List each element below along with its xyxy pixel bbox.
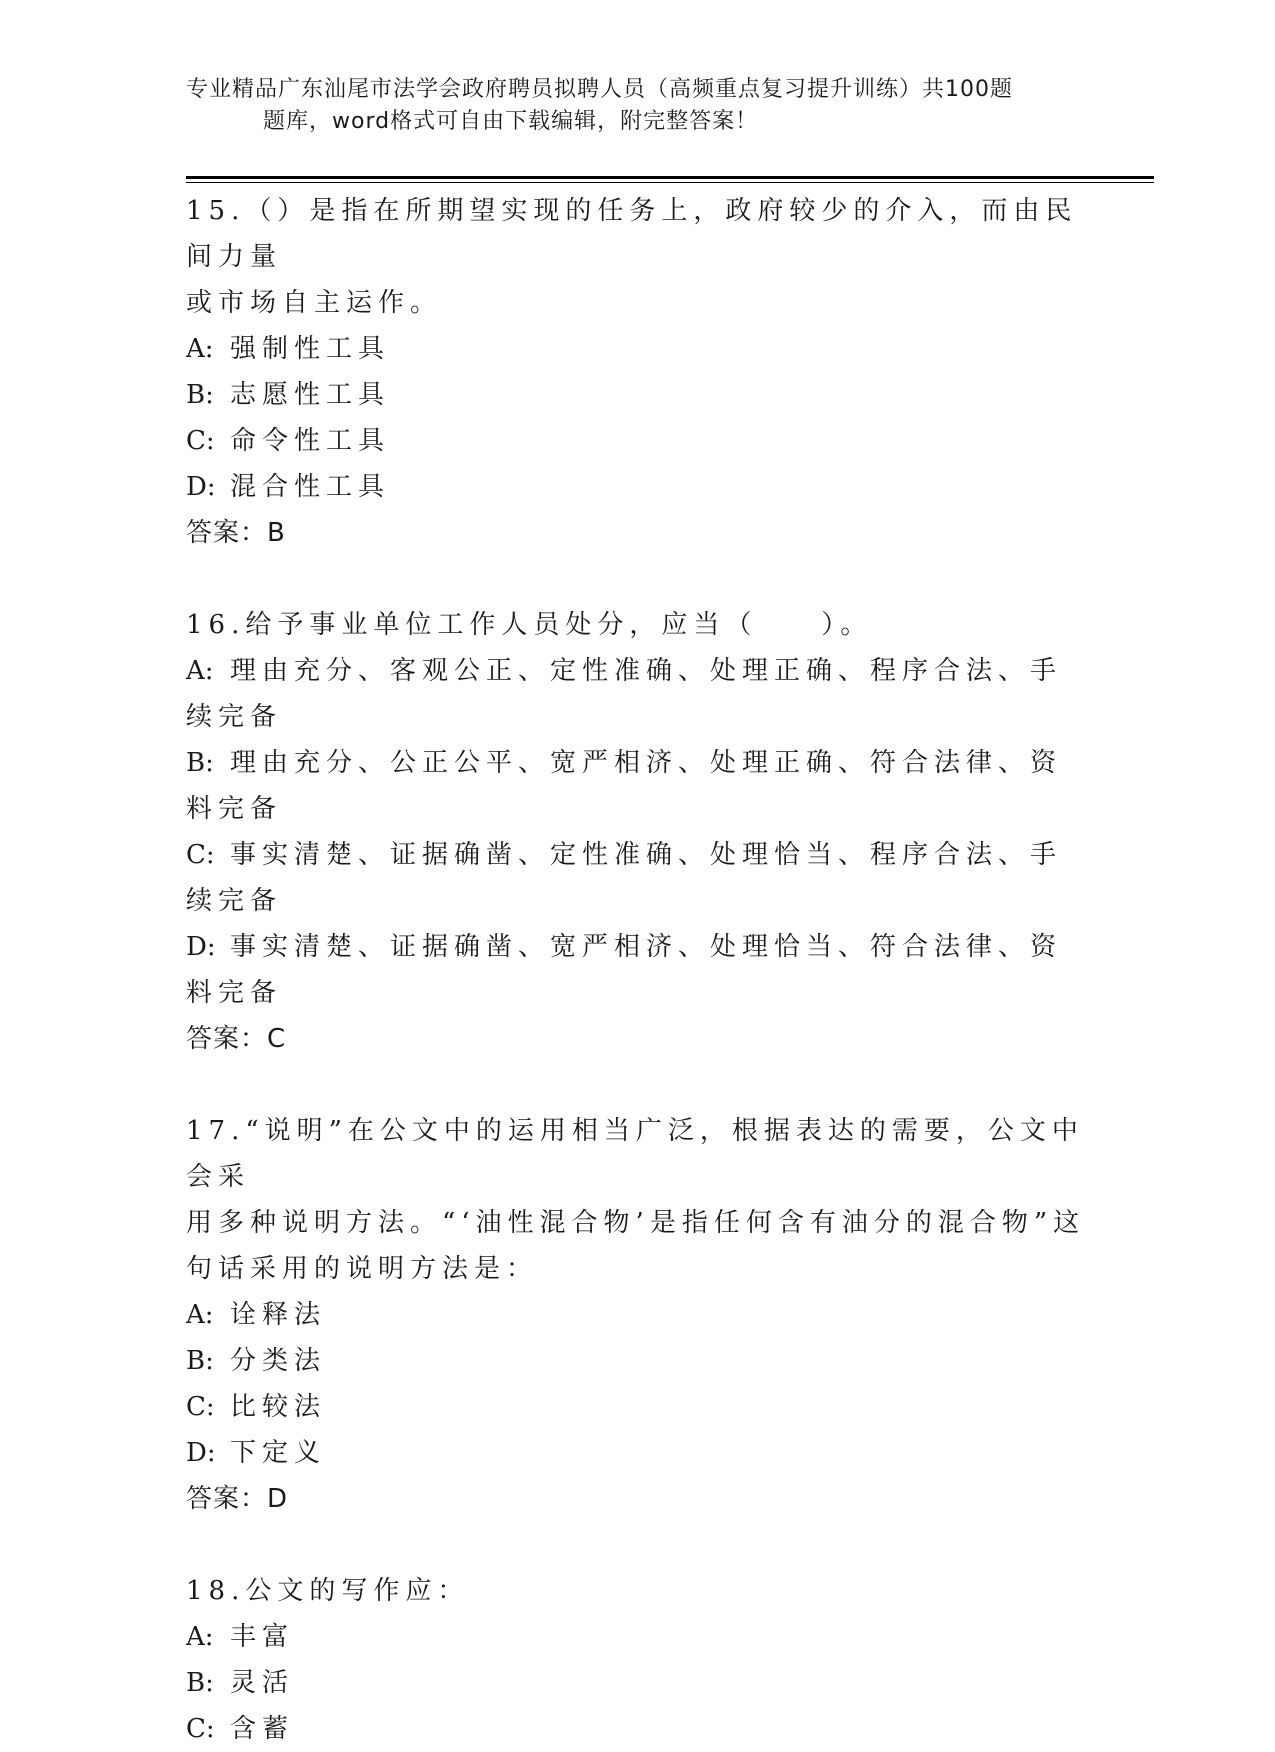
option-text: 混合性工具 bbox=[230, 472, 391, 502]
option-a bbox=[186, 648, 1086, 740]
option-letter: D: bbox=[186, 472, 216, 502]
option-d bbox=[186, 1430, 1086, 1476]
option-text: 诠释法 bbox=[230, 1300, 327, 1330]
option-letter: B: bbox=[186, 380, 214, 410]
document-header bbox=[186, 74, 1086, 138]
option-text: 分类法 bbox=[230, 1346, 327, 1376]
option-a bbox=[186, 1614, 1086, 1660]
header-title-line-2: 题库，word格式可自由下载编辑，附完整答案！ bbox=[263, 109, 759, 134]
option-text: 理由充分、公正公平、宽严相济、处理正确、符合法律、资料完备 bbox=[186, 748, 1063, 824]
option-text: 强制性工具 bbox=[230, 334, 391, 364]
header-title-line-1: 专业精品广东汕尾市法学会政府聘员拟聘人员（高频重点复习提升训练）共100题 bbox=[186, 77, 1013, 102]
option-letter: B: bbox=[186, 1668, 214, 1698]
option-c bbox=[186, 832, 1086, 924]
question-item bbox=[186, 1568, 1086, 1752]
header-divider-thick bbox=[186, 176, 1154, 179]
answer-line: 答案：C bbox=[186, 1024, 287, 1054]
question-stem: 15.（）是指在所期望实现的任务上，政府较少的介入，而由民间力量 bbox=[186, 196, 1078, 272]
option-b bbox=[186, 372, 1086, 418]
header-divider-thin bbox=[186, 182, 1154, 183]
option-letter: A: bbox=[186, 656, 214, 686]
option-text: 丰富 bbox=[230, 1622, 295, 1652]
option-c bbox=[186, 1706, 1086, 1752]
answer-line: 答案：B bbox=[186, 518, 286, 548]
option-letter: A: bbox=[186, 334, 214, 364]
option-letter: B: bbox=[186, 1346, 214, 1376]
option-text: 含蓄 bbox=[230, 1714, 295, 1744]
option-letter: A: bbox=[186, 1300, 214, 1330]
question-stem: 18.公文的写作应： bbox=[186, 1576, 470, 1606]
option-a bbox=[186, 1292, 1086, 1338]
option-letter: C: bbox=[186, 840, 215, 870]
question-stem: 句话采用的说明方法是： bbox=[186, 1254, 539, 1284]
question-list bbox=[186, 188, 1086, 1752]
option-c bbox=[186, 418, 1086, 464]
option-b bbox=[186, 1338, 1086, 1384]
question-spacer bbox=[186, 1062, 1086, 1108]
option-c bbox=[186, 1384, 1086, 1430]
option-text: 志愿性工具 bbox=[230, 380, 391, 410]
question-spacer bbox=[186, 556, 1086, 602]
option-text: 灵活 bbox=[230, 1668, 295, 1698]
option-text: 比较法 bbox=[230, 1392, 327, 1422]
option-text: 事实清楚、证据确凿、定性准确、处理恰当、程序合法、手续完备 bbox=[186, 840, 1063, 916]
option-letter: D: bbox=[186, 1438, 216, 1468]
question-item bbox=[186, 602, 1086, 1062]
option-letter: D: bbox=[186, 932, 216, 962]
option-letter: C: bbox=[186, 426, 215, 456]
question-spacer bbox=[186, 1522, 1086, 1568]
option-letter: C: bbox=[186, 1392, 215, 1422]
question-item bbox=[186, 188, 1086, 556]
option-text: 事实清楚、证据确凿、宽严相济、处理恰当、符合法律、资料完备 bbox=[186, 932, 1063, 1008]
option-letter: A: bbox=[186, 1622, 214, 1652]
option-text: 下定义 bbox=[230, 1438, 327, 1468]
option-letter: B: bbox=[186, 748, 214, 778]
question-stem: 17.“说明”在公文中的运用相当广泛，根据表达的需要，公文中会采 bbox=[186, 1116, 1084, 1192]
option-d bbox=[186, 924, 1086, 1016]
option-b bbox=[186, 1660, 1086, 1706]
option-b bbox=[186, 740, 1086, 832]
question-stem: 16.给予事业单位工作人员处分，应当（ ）。 bbox=[186, 610, 873, 640]
question-stem: 用多种说明方法。“‘油性混合物’是指任何含有油分的混合物”这 bbox=[186, 1208, 1086, 1238]
option-a bbox=[186, 326, 1086, 372]
option-letter: C: bbox=[186, 1714, 215, 1744]
answer-line: 答案：D bbox=[186, 1484, 289, 1514]
option-text: 命令性工具 bbox=[230, 426, 391, 456]
option-text: 理由充分、客观公正、定性准确、处理正确、程序合法、手续完备 bbox=[186, 656, 1063, 732]
question-item bbox=[186, 1108, 1086, 1522]
option-d bbox=[186, 464, 1086, 510]
question-stem: 或市场自主运作。 bbox=[186, 288, 443, 318]
